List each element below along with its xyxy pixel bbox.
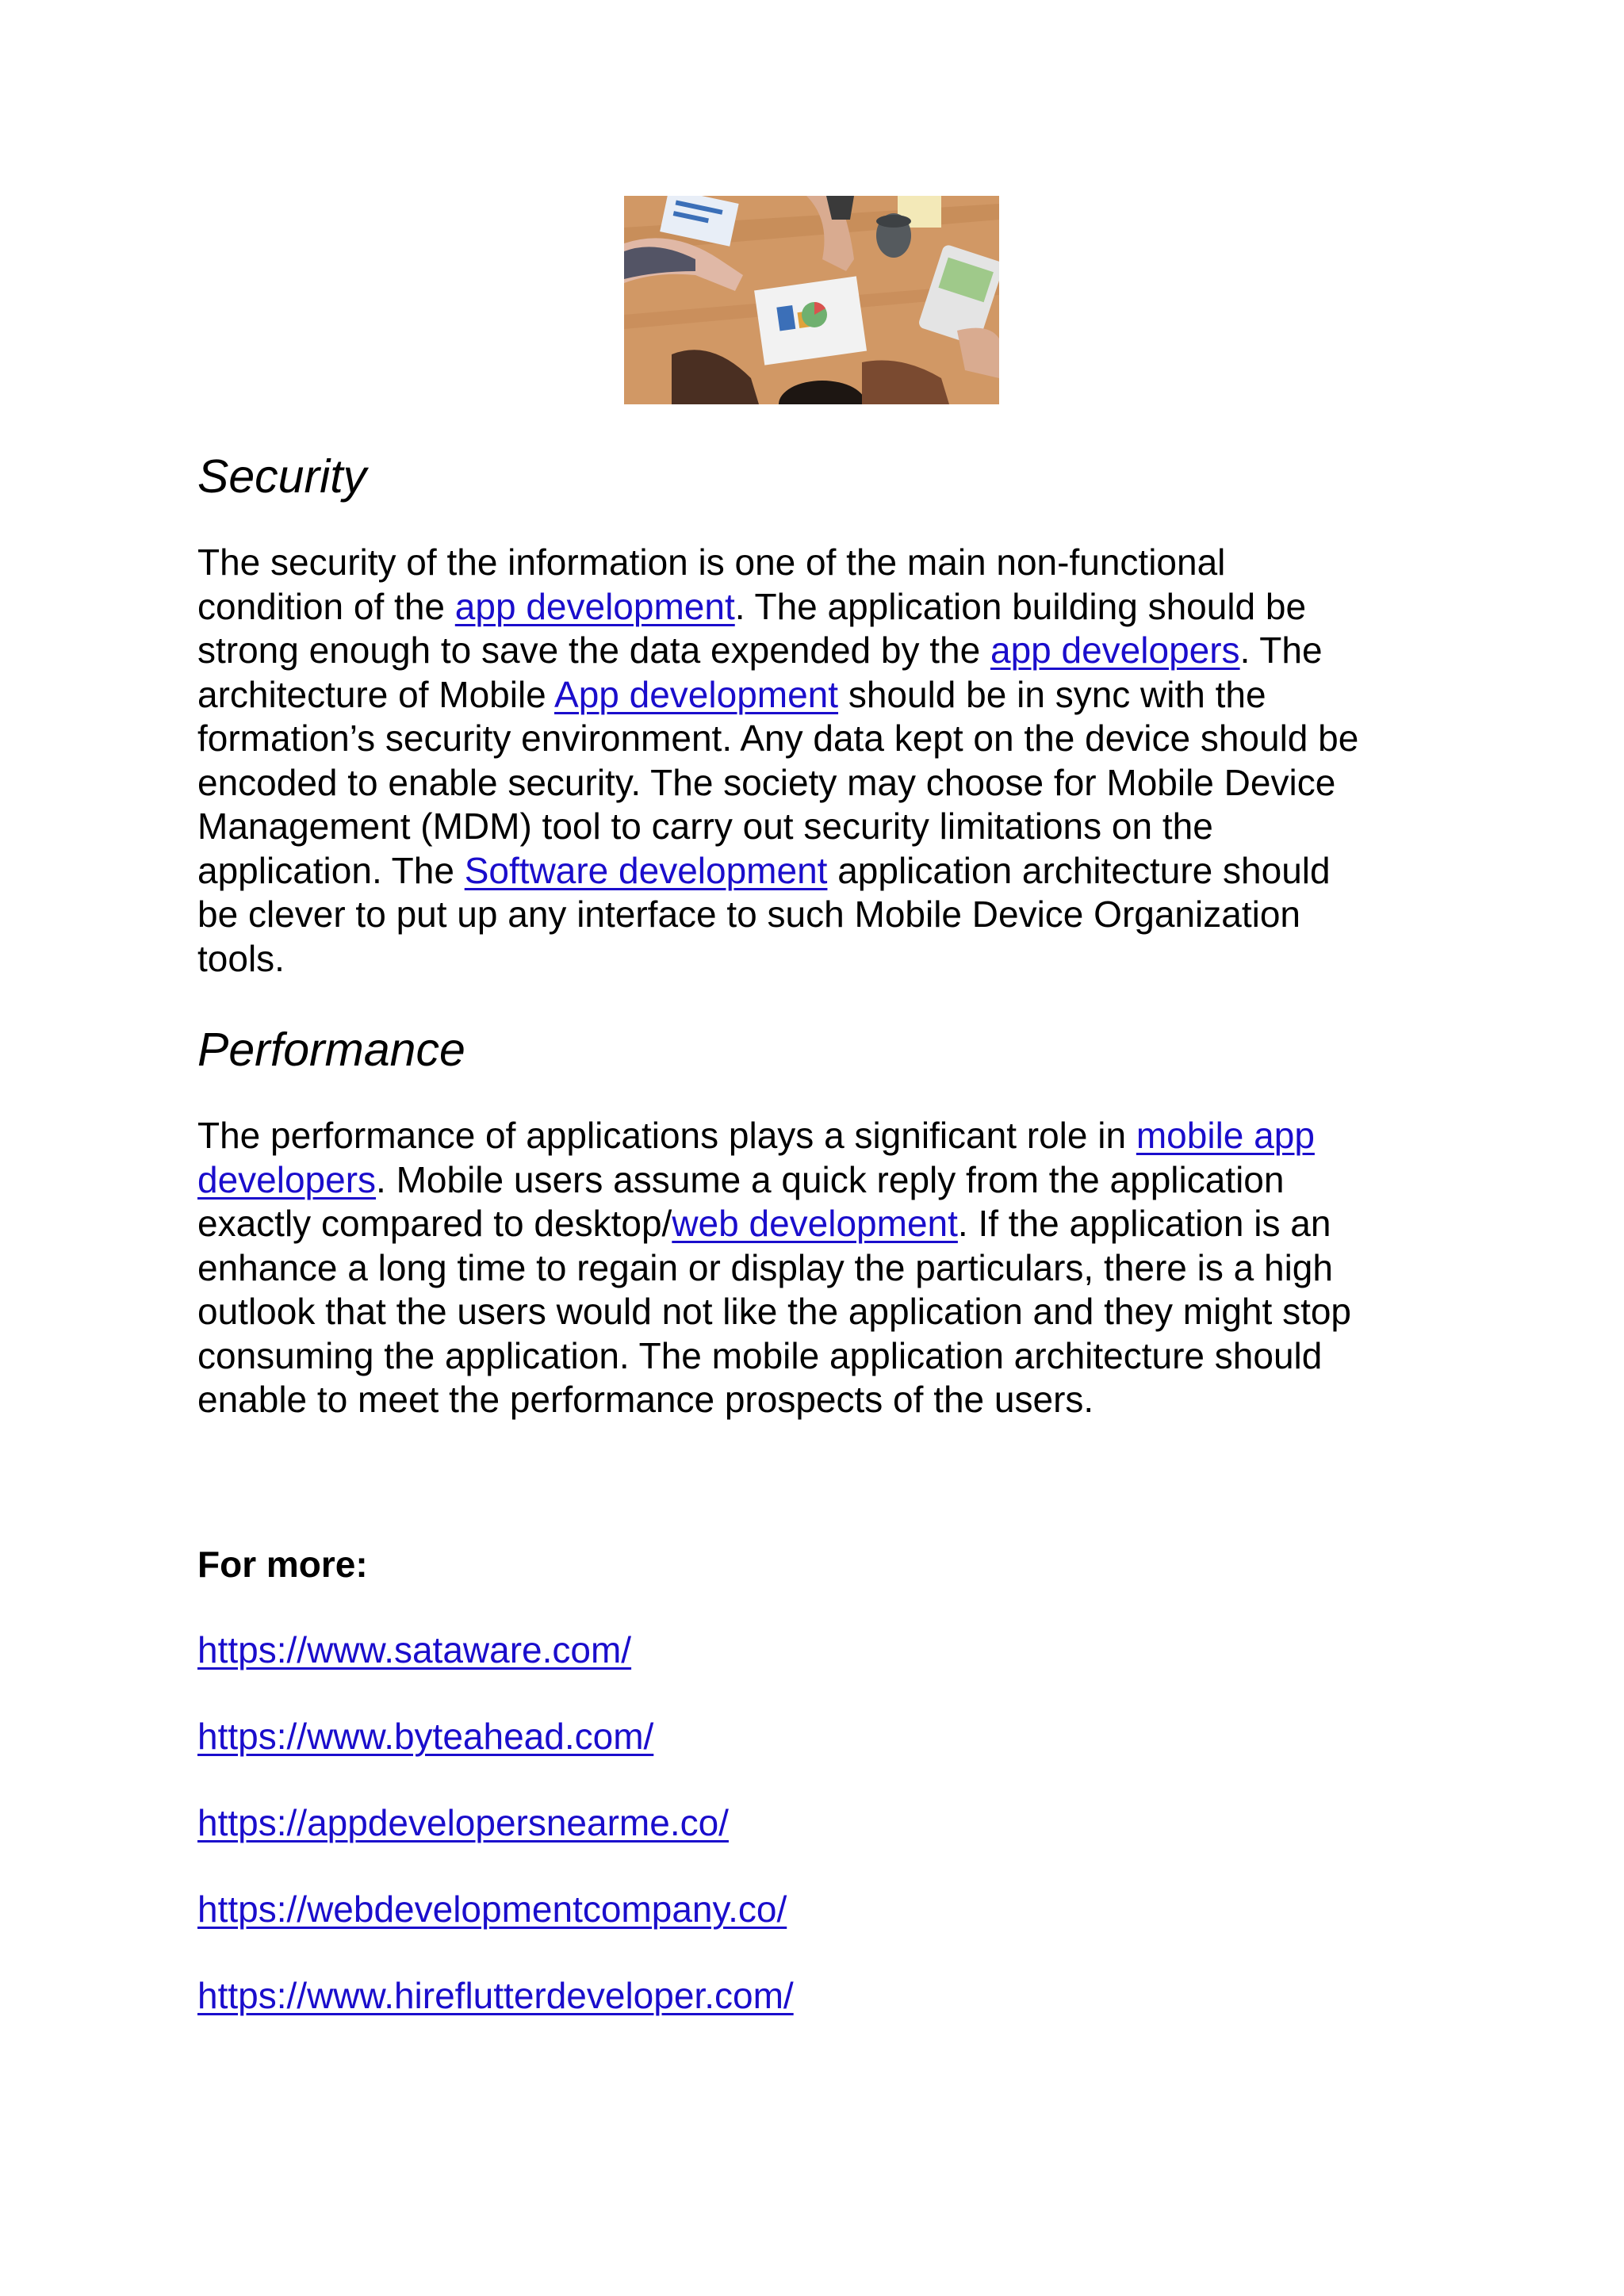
photo-illustration [624,196,999,404]
inline-link-mobile-app[interactable]: mobile app [1136,1115,1315,1156]
for-more-label: For more: [197,1543,368,1585]
inline-link-developers[interactable]: developers [197,1158,377,1200]
more-links-list [197,1628,1434,2018]
inline-link-web-development[interactable]: web development [672,1203,958,1244]
team-meeting-photo [624,196,999,404]
security-heading: Security [197,450,367,503]
security-paragraph: The security of the information is one of the main non-functional condition of the app development. The application building should be strong enough to save the data expended by the app developers. The architecture of Mobile App development should be in sync with the formation’s security environment. Any data kept on the device should be encoded to enable security. The society may choose for Mobile Device Management (MDM) tool to carry out security limitations on the application. The Software development application architecture should be clever to put up any interface to such Mobile Device Organization tools. [197,541,1359,979]
inline-link-app-development[interactable]: app development [454,585,735,627]
inline-link-app-developers[interactable]: app developers [990,629,1240,671]
link-byteahead[interactable]: https://www.byteahead.com/ [197,1715,654,1757]
performance-heading: Performance [197,1024,465,1076]
link-sataware[interactable]: https://www.sataware.com/ [197,1628,632,1670]
inline-link-app-development[interactable]: App development [554,673,839,715]
link-hireflutterdeveloper[interactable]: https://www.hireflutterdeveloper.com/ [197,1974,794,2016]
link-appdevelopersnearme[interactable]: https://appdevelopersnearme.co/ [197,1801,729,1843]
link-webdevelopmentcompany[interactable]: https://webdevelopmentcompany.co/ [197,1888,787,1930]
inline-link-software-development[interactable]: Software development [464,849,828,891]
document-body [197,449,1434,2061]
performance-paragraph: The performance of applications plays a significant role in mobile app developers. Mobile users assume a quick reply from the application exactly compared to desktop/web development. If the application is an enhance a long time to regain or display the particulars, there is a high outlook that the users would not like the application and they might stop consuming the application. The mobile application architecture should enable to meet the performance prospects of the users. [197,1115,1352,1420]
